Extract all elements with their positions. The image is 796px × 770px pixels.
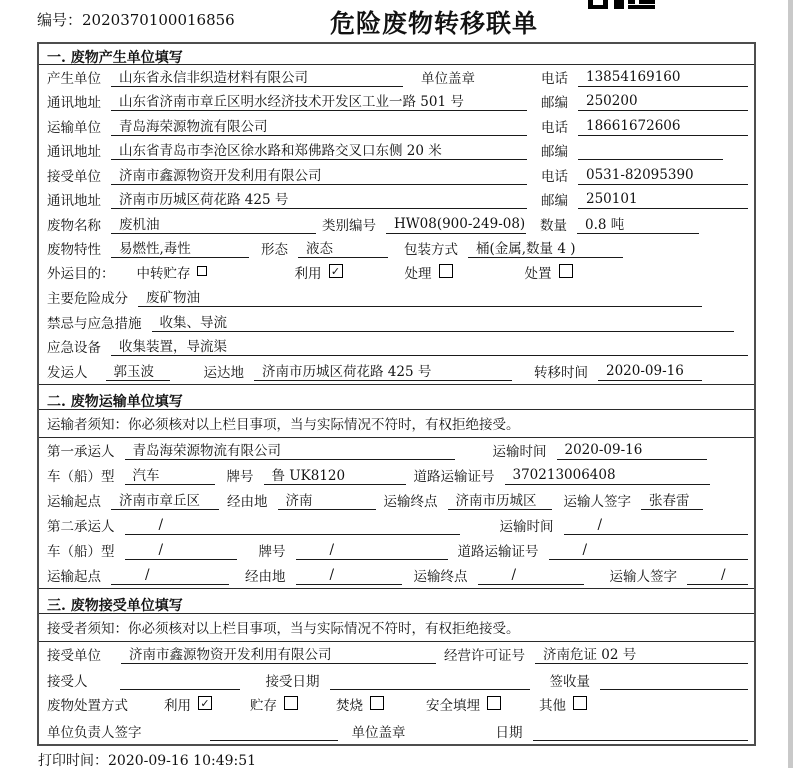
- form-table: [37, 42, 756, 746]
- plate2-value: /: [296, 542, 448, 560]
- checkbox-transfer-storage: [197, 266, 207, 276]
- receiver-phone-value: 0531-82095390: [578, 167, 748, 185]
- transfer-date-value: 2020-09-16: [598, 363, 702, 381]
- page-title: 危险废物转移联单: [330, 9, 539, 38]
- origin1-label: 运输起点: [47, 493, 101, 510]
- received-amount-label: 签收量: [549, 673, 590, 690]
- option-label: 安全填埋: [426, 697, 480, 714]
- qr-block: [628, 0, 635, 4]
- disposal-option-other: [539, 694, 587, 714]
- section-3-title: 三. 废物接受单位填写: [39, 588, 754, 614]
- serial-value: 2020370100016856: [82, 11, 235, 29]
- receiver-address-label: 通讯地址: [47, 193, 101, 209]
- carrier1-value: 青岛海荣源物流有限公司: [125, 439, 455, 460]
- qr-code-fragment: [588, 0, 658, 10]
- responsible-sign-label: 单位负责人签字: [47, 724, 142, 741]
- receiver-zip-label: 邮编: [541, 193, 568, 209]
- responsible-sign-value: [210, 723, 338, 741]
- via1-label: 经由地: [227, 493, 268, 510]
- section-1-title: 一. 废物产生单位填写: [39, 44, 754, 65]
- sign1-label: 运输人签字: [563, 493, 631, 510]
- vehicle1-label: 车（船）型: [47, 468, 115, 485]
- checkbox-landfill: [487, 696, 501, 710]
- option-label: 中转贮存: [136, 265, 191, 282]
- section-2-title: 二. 废物运输单位填写: [39, 384, 754, 410]
- receiving-unit-label: 接受单位: [47, 648, 101, 665]
- emergency-equipment-value: 收集装置，导流渠: [111, 335, 748, 356]
- receiving-unit-value: 济南市鑫源物资开发利用有限公司: [121, 643, 436, 664]
- transporter-phone-label: 电话: [541, 119, 568, 136]
- plate1-value: 鲁 UK8120: [264, 464, 406, 485]
- producer-address-label: 通讯地址: [47, 95, 101, 111]
- qr-block: [639, 0, 655, 4]
- receiver-unit-value: 济南市鑫源物资开发利用有限公司: [111, 164, 527, 185]
- packaging-value: 桶(金属,数量 4 ): [468, 237, 623, 258]
- sign1-value: 张春雷: [641, 489, 703, 510]
- row-recipient: [39, 667, 754, 693]
- end1-value: 济南市历城区: [448, 489, 552, 510]
- option-label: 焚烧: [336, 697, 363, 714]
- option-label: 处置: [524, 265, 552, 282]
- row-disposal-method: [39, 693, 754, 719]
- checkbox-other: [573, 696, 587, 710]
- page-edge: [788, 0, 793, 768]
- checkbox-dispose: [559, 264, 573, 278]
- hazard-component-label: 主要危险成分: [47, 291, 128, 307]
- row-carrier-2: [39, 513, 754, 538]
- end2-value: /: [478, 567, 584, 585]
- end1-label: 运输终点: [383, 493, 438, 510]
- purpose-option-reuse: [295, 262, 343, 282]
- checkbox-store: [284, 696, 298, 710]
- transporter-address-label: 通讯地址: [47, 144, 101, 160]
- vehicle2-value: /: [125, 542, 237, 560]
- row-receiver-address: [39, 188, 754, 213]
- transporter-unit-label: 运输单位: [47, 119, 101, 136]
- emergency-equipment-label: 应急设备: [47, 340, 101, 356]
- row-route-2: [39, 563, 754, 588]
- purpose-option-dispose: [525, 262, 573, 282]
- producer-address-value: 山东省济南市章丘区明水经济技术开发区工业一路 501 号: [111, 90, 527, 111]
- purpose-option-transfer-storage: [137, 262, 207, 282]
- receive-date-value: [330, 672, 530, 690]
- waste-property-value: 易燃性,毒性: [111, 237, 249, 258]
- row-emergency-equipment: [39, 335, 754, 360]
- via2-label: 经由地: [245, 568, 286, 585]
- transporter-address-value: 山东省青岛市李沧区徐水路和郑佛路交叉口东侧 20 米: [111, 139, 527, 160]
- sign2-label: 运输人签字: [609, 568, 677, 585]
- emergency-measures-value: 收集、导流: [152, 311, 735, 332]
- transporter-notice: 运输者须知：你必须核对以上栏目事项，当与实际情况不符时，有权拒绝接受。: [39, 410, 754, 438]
- check-mark: ✓: [330, 264, 341, 278]
- transporter-unit-value: 青岛海荣源物流有限公司: [111, 115, 527, 136]
- transfer-date-label: 转移时间: [534, 364, 588, 381]
- vehicle1-value: 汽车: [125, 464, 215, 485]
- receiver-phone-label: 电话: [541, 168, 568, 185]
- category-code-value: HW08(900-249-08): [386, 216, 526, 234]
- date-label: 日期: [495, 724, 523, 741]
- row-producer-unit: [39, 65, 754, 90]
- plate2-label: 牌号: [258, 543, 286, 560]
- emergency-measures-label: 禁忌与应急措施: [47, 315, 142, 332]
- row-vehicle-1: [39, 463, 754, 488]
- form-state-value: 液态: [298, 237, 388, 258]
- row-vehicle-2: [39, 538, 754, 563]
- date-value: [533, 723, 749, 741]
- qr-block: [588, 0, 608, 9]
- print-time-value: 2020-09-16 10:49:51: [108, 753, 257, 769]
- transport-time2-label: 运输时间: [499, 518, 554, 535]
- row-route-1: [39, 488, 754, 513]
- serial-label: 编号：: [37, 11, 83, 29]
- permit2-value: /: [549, 542, 749, 560]
- checkbox-treat: [439, 264, 453, 278]
- received-amount-value: [600, 672, 748, 690]
- license-value: 济南危证 02 号: [535, 643, 748, 664]
- shipper-value: 郭玉波: [106, 360, 170, 381]
- transporter-phone-value: 18661672606: [578, 118, 748, 136]
- form-state-label: 形态: [261, 242, 288, 258]
- destination-value: 济南市历城区荷花路 425 号: [254, 360, 512, 381]
- transporter-zip-label: 邮编: [541, 144, 568, 160]
- row-transporter-unit: [39, 114, 754, 139]
- producer-phone-label: 电话: [541, 70, 568, 87]
- destination-label: 运达地: [203, 364, 244, 381]
- via1-value: 济南: [278, 489, 376, 510]
- unit-seal-label: 单位盖章: [421, 70, 475, 87]
- license-label: 经营许可证号: [444, 648, 525, 665]
- producer-unit-value: 山东省永信非织造材料有限公司: [111, 66, 403, 87]
- quantity-value: 0.8 吨: [577, 213, 699, 234]
- vehicle2-label: 车（船）型: [47, 543, 115, 560]
- qr-block: [628, 5, 655, 9]
- receiver-notice: 接受者须知：你必须核对以上栏目事项，当与实际情况不符时，有权拒绝接受。: [39, 614, 754, 642]
- permit2-label: 道路运输证号: [457, 543, 539, 560]
- print-time: [38, 750, 256, 770]
- disposal-option-store: [250, 694, 298, 714]
- via2-value: /: [296, 567, 402, 585]
- producer-zip-value: 250200: [578, 93, 748, 111]
- disposal-option-landfill: [426, 694, 501, 714]
- transport-time2-value: /: [564, 517, 749, 535]
- row-waste-property: [39, 237, 754, 262]
- category-code-label: 类别编号: [322, 217, 376, 234]
- transporter-zip-value: [578, 142, 723, 160]
- recipient-value: [120, 672, 240, 690]
- origin2-label: 运输起点: [47, 568, 101, 585]
- check-mark: ✓: [200, 696, 210, 710]
- plate1-label: 牌号: [226, 468, 254, 485]
- shipper-label: 发运人: [47, 364, 88, 381]
- disposal-method-label: 废物处置方式: [47, 697, 128, 714]
- row-receiving-unit: [39, 642, 754, 668]
- recipient-label: 接受人: [47, 673, 88, 690]
- qr-block: [614, 0, 624, 9]
- row-responsible-signature: [39, 718, 754, 744]
- waste-name-label: 废物名称: [47, 217, 101, 234]
- option-label: 处理: [404, 265, 432, 282]
- origin2-value: /: [111, 567, 229, 585]
- receiver-zip-value: 250101: [578, 191, 748, 209]
- purpose-option-treat: [405, 262, 453, 282]
- row-hazard-component: [39, 286, 754, 311]
- receive-date-label: 接受日期: [265, 673, 320, 690]
- row-carrier-1: [39, 438, 754, 463]
- option-label: 利用: [294, 265, 322, 282]
- producer-zip-label: 邮编: [541, 95, 568, 111]
- row-receiver-unit: [39, 163, 754, 188]
- producer-unit-label: 产生单位: [47, 70, 101, 87]
- print-time-label: 打印时间：: [38, 753, 108, 769]
- option-label: 利用: [164, 697, 191, 714]
- transport-time1-value: 2020-09-16: [557, 442, 707, 460]
- origin1-value: 济南市章丘区: [111, 489, 219, 510]
- transport-time1-label: 运输时间: [492, 443, 547, 460]
- producer-phone-value: 13854169160: [578, 69, 748, 87]
- carrier1-label: 第一承运人: [47, 443, 115, 460]
- checkbox-disposal-reuse: [198, 696, 212, 710]
- checkbox-reuse: [329, 264, 343, 278]
- carrier2-label: 第二承运人: [47, 518, 115, 535]
- row-transfer-purpose: [39, 261, 754, 286]
- quantity-label: 数量: [540, 217, 567, 234]
- sign2-value: /: [687, 567, 748, 585]
- permit1-label: 道路运输证号: [413, 468, 495, 485]
- disposal-option-reuse: [164, 694, 212, 714]
- carrier2-value: /: [125, 517, 460, 535]
- receiver-address-value: 济南市历城区荷花路 425 号: [111, 188, 527, 209]
- checkbox-incinerate: [370, 696, 384, 710]
- disposal-option-incinerate: [336, 694, 384, 714]
- packaging-label: 包装方式: [404, 242, 458, 258]
- waste-property-label: 废物特性: [47, 242, 101, 258]
- serial-number: [37, 9, 235, 30]
- hazard-component-value: 废矿物油: [138, 286, 702, 307]
- end2-label: 运输终点: [413, 568, 468, 585]
- transfer-purpose-label: 外运目的：: [47, 265, 115, 282]
- permit1-value: 370213006408: [505, 467, 710, 485]
- receiver-unit-label: 接受单位: [47, 168, 101, 185]
- option-label: 其他: [539, 697, 566, 714]
- row-emergency-measures: [39, 310, 754, 335]
- row-shipper: [39, 359, 754, 384]
- row-waste-name: [39, 212, 754, 237]
- unit-seal-label-2: 单位盖章: [351, 724, 406, 741]
- waste-name-value: 废机油: [111, 213, 316, 234]
- row-transporter-address: [39, 139, 754, 164]
- option-label: 贮存: [250, 697, 277, 714]
- row-producer-address: [39, 90, 754, 115]
